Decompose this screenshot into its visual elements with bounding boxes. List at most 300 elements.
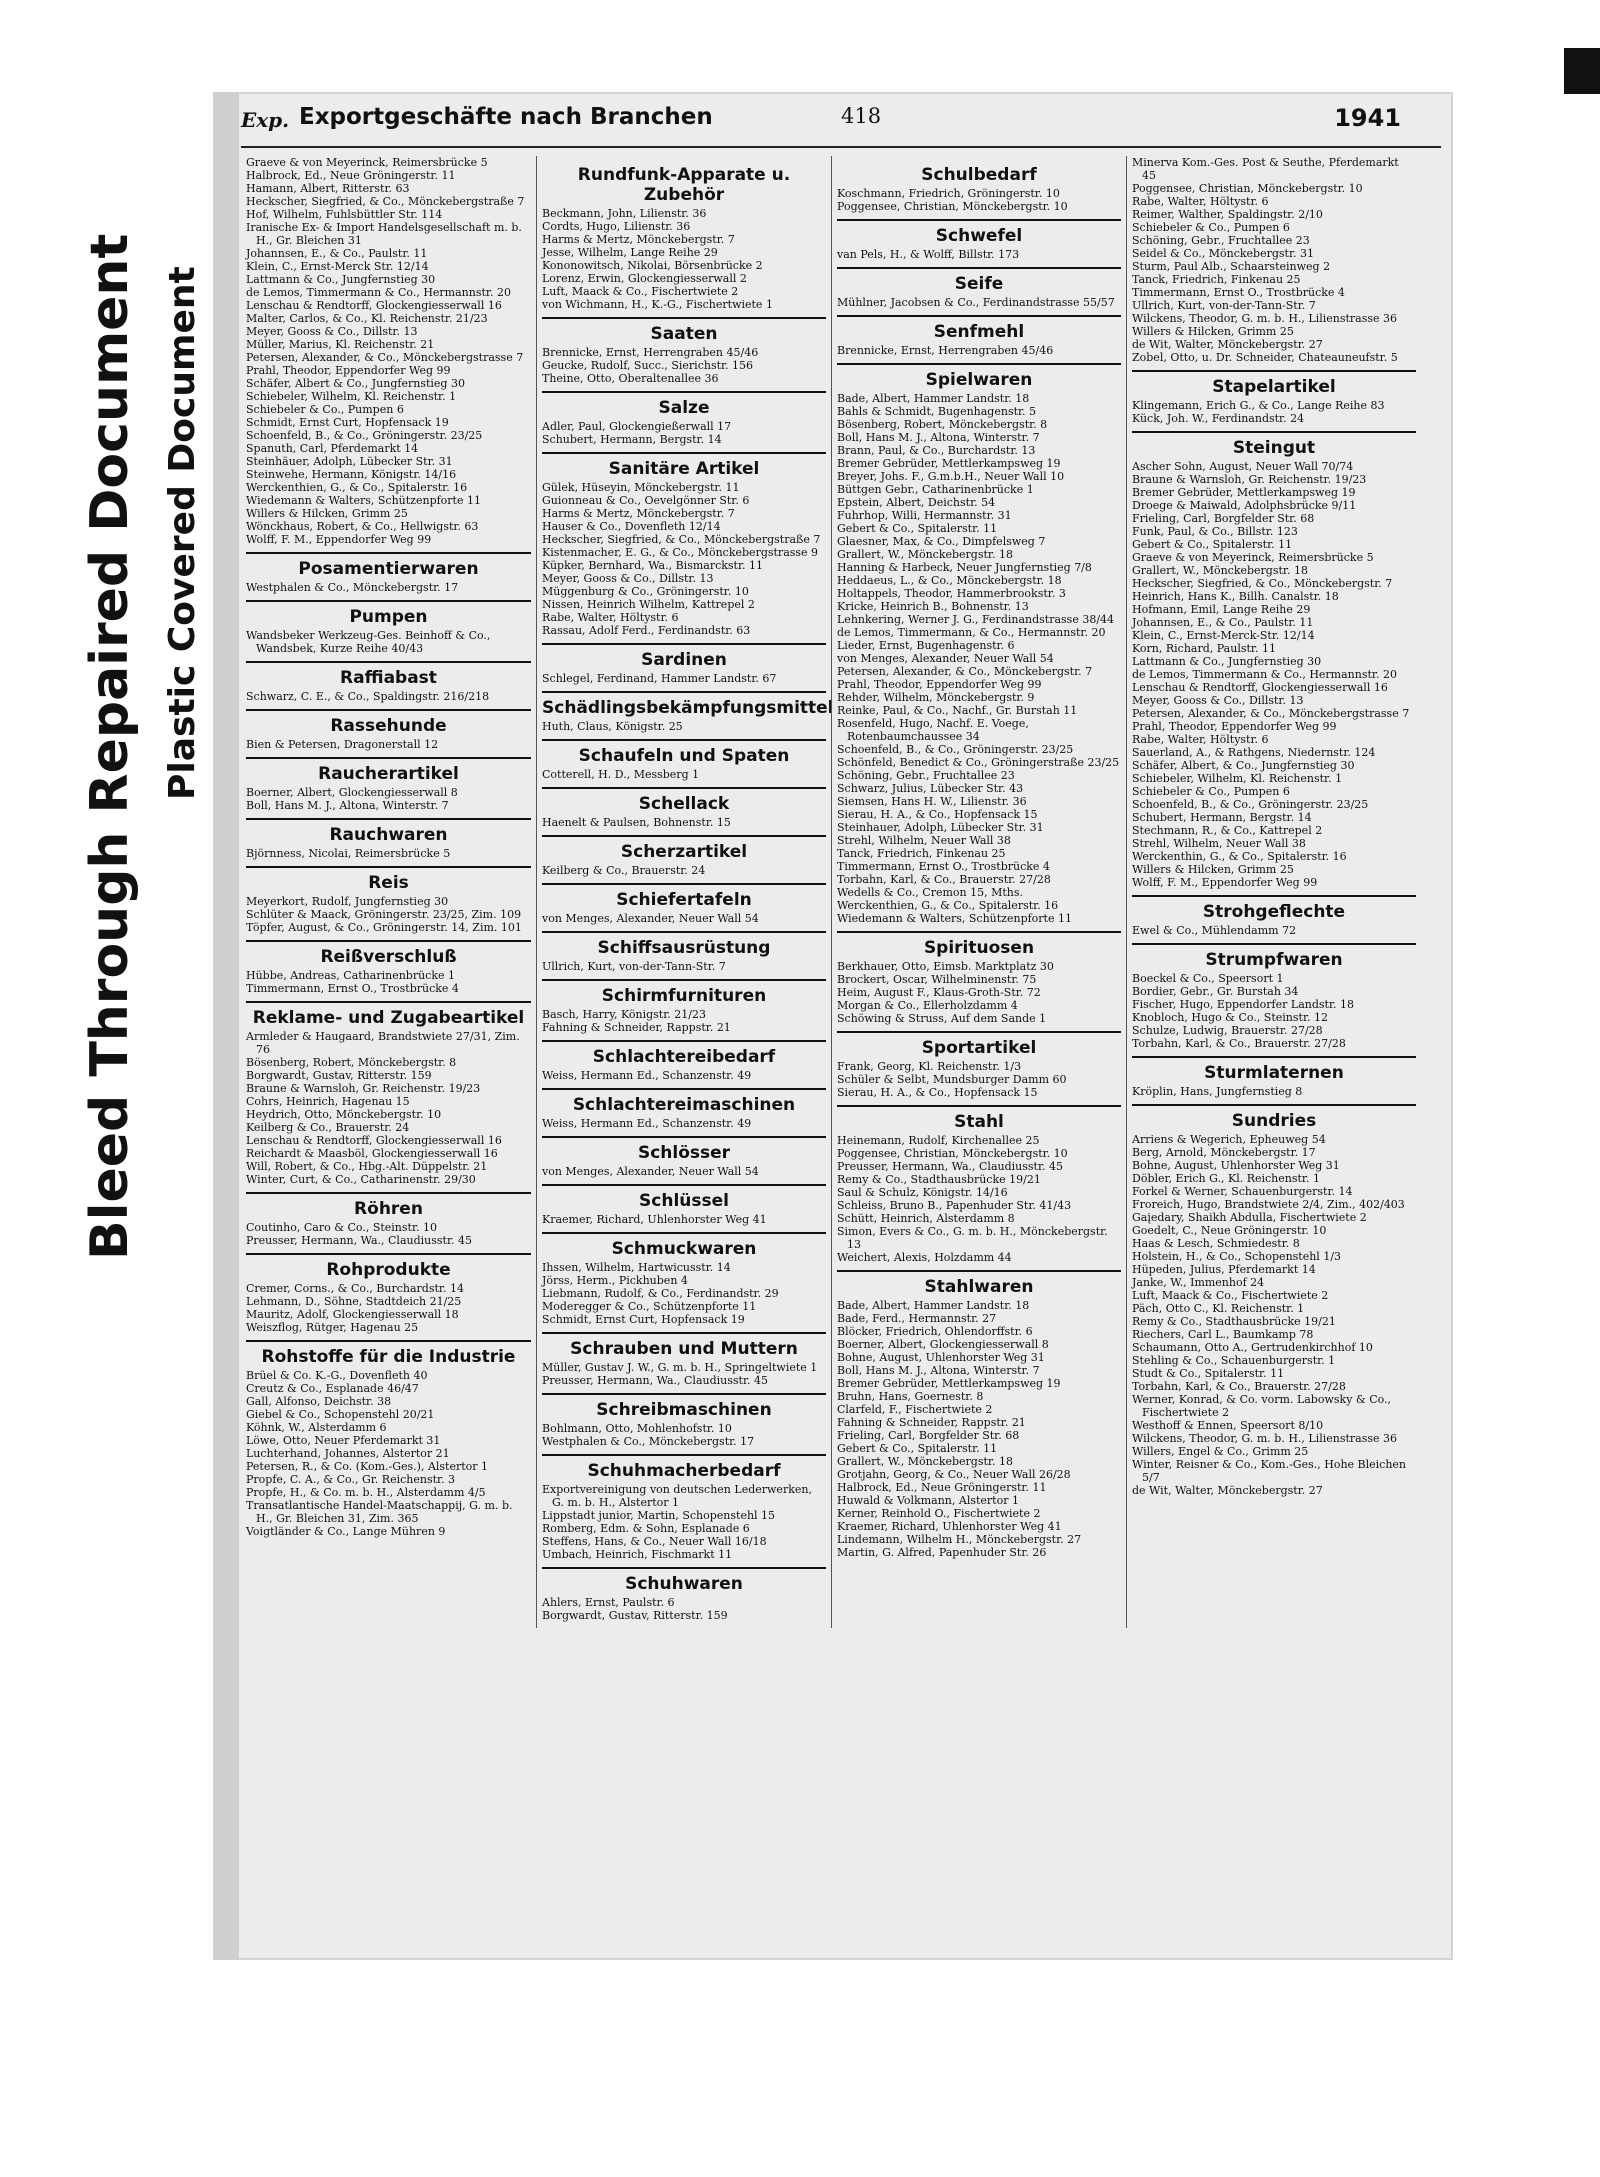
company-entry: de Lemos, Timmermann & Co., Hermannstr. 20 (246, 286, 511, 299)
company-entry: Büttgen Gebr., Catharinenbrücke 1 (837, 483, 1034, 496)
company-entry: Hübbe, Andreas, Catharinenbrücke 1 (246, 969, 456, 982)
company-entry: Poggensee, Christian, Mönckebergstr. 10 (837, 200, 1068, 213)
company-entry: Wiedemann & Walters, Schützenpforte 11 (246, 494, 481, 507)
company-entry: Wilckens, Theodor, G. m. b. H., Lilienstrasse 36 (1132, 1432, 1398, 1445)
company-entry: Wolff, F. M., Eppendorfer Weg 99 (246, 533, 432, 546)
company-entry: Stehling & Co., Schauenburgerstr. 1 (1132, 1354, 1336, 1367)
company-entry: Luchterhand, Johannes, Alstertor 21 (246, 1447, 450, 1460)
company-entry: Tanck, Friedrich, Finkenau 25 (1132, 273, 1301, 286)
company-entry: Ascher Sohn, August, Neuer Wall 70/74 (1132, 460, 1354, 473)
category-section (837, 363, 1121, 925)
company-entry: Hamann, Albert, Ritterstr. 63 (246, 182, 410, 195)
company-entry: Giebel & Co., Schopenstehl 20/21 (246, 1408, 435, 1421)
category-section (542, 835, 826, 877)
category-heading: Scherzartikel (542, 835, 826, 862)
category-heading: Röhren (246, 1192, 531, 1219)
page-number: 418 (841, 104, 882, 128)
company-entry: Weiss, Hermann Ed., Schanzenstr. 49 (542, 1069, 752, 1082)
category-section (246, 1192, 531, 1247)
company-entry: Nissen, Heinrich Wilhelm, Kattrepel 2 (542, 598, 755, 611)
company-entry: Gebert & Co., Spitalerstr. 11 (1132, 538, 1293, 551)
company-entry: Rabe, Walter, Höltystr. 6 (542, 611, 679, 624)
company-entry: Holtappels, Theodor, Hammerbrookstr. 3 (837, 587, 1066, 600)
company-entry: van Pels, H., & Wolff, Billstr. 173 (837, 248, 1020, 261)
company-entry: Prahl, Theodor, Eppendorfer Weg 99 (246, 364, 451, 377)
company-entry: Bohne, August, Uhlenhorster Weg 31 (837, 1351, 1045, 1364)
company-entry: Keilberg & Co., Brauerstr. 24 (246, 1121, 410, 1134)
category-heading: Sportartikel (837, 1031, 1121, 1058)
company-entry: Kröplin, Hans, Jungfernstieg 8 (1132, 1085, 1303, 1098)
company-entry: Brockert, Oscar, Wilhelminenstr. 75 (837, 973, 1037, 986)
company-entry: Timmermann, Ernst O., Trostbrücke 4 (246, 982, 459, 995)
company-entry: Voigtländer & Co., Lange Mühren 9 (246, 1525, 446, 1538)
company-entry: Graeve & von Meyerinck, Reimersbrücke 5 (246, 156, 488, 169)
company-entry: Petersen, R., & Co. (Kom.-Ges.), Alstertor 1 (246, 1460, 489, 1473)
company-entry: Sierau, H. A., & Co., Hopfensack 15 (837, 1086, 1038, 1099)
company-entry: Timmermann, Ernst O., Trostbrücke 4 (1132, 286, 1345, 299)
company-entry: Zobel, Otto, u. Dr. Schneider, Chateauneufstr. 5 (1132, 351, 1398, 364)
company-entry: Petersen, Alexander, & Co., Mönckebergstrasse 7 (246, 351, 524, 364)
company-entry: Kricke, Heinrich B., Bohnenstr. 13 (837, 600, 1029, 613)
company-entry: Weichert, Alexis, Holzdamm 44 (837, 1251, 1012, 1264)
company-entry: Iranische Ex- & Import Handelsgesellschaft m. b. H., Gr. Bleichen 31 (246, 221, 522, 247)
company-entry: Janke, W., Immenhof 24 (1132, 1276, 1265, 1289)
company-entry: Haenelt & Paulsen, Bohnenstr. 15 (542, 816, 731, 829)
company-entry: Bade, Albert, Hammer Landstr. 18 (837, 392, 1030, 405)
company-entry: Müller, Marius, Kl. Reichenstr. 21 (246, 338, 435, 351)
company-entry: Borgwardt, Gustav, Ritterstr. 159 (246, 1069, 432, 1082)
category-section (246, 552, 531, 594)
company-entry: Haas & Lesch, Schmiedestr. 8 (1132, 1237, 1300, 1250)
company-entry: Werckenthien, G., & Co., Spitalerstr. 16 (246, 481, 468, 494)
company-entry: Hof, Wilhelm, Fuhlsbüttler Str. 114 (246, 208, 443, 221)
company-entry: Grotjahn, Georg, & Co., Neuer Wall 26/28 (837, 1468, 1071, 1481)
category-heading: Schreibmaschinen (542, 1393, 826, 1420)
company-entry: Torbahn, Karl, & Co., Brauerstr. 27/28 (837, 873, 1051, 886)
category-section (542, 1088, 826, 1130)
category-heading: Schlachtereimaschinen (542, 1088, 826, 1115)
column-2 (536, 156, 834, 1628)
category-heading: Spirituosen (837, 931, 1121, 958)
company-entry: Müller, Gustav J. W., G. m. b. H., Springeltwiete 1 (542, 1361, 818, 1374)
company-entry: Huth, Claus, Königstr. 25 (542, 720, 683, 733)
company-entry: Cohrs, Heinrich, Hagenau 15 (246, 1095, 410, 1108)
company-entry: Lattmann & Co., Jungfernstieg 30 (246, 273, 436, 286)
category-section (542, 1332, 826, 1387)
company-entry: Minerva Kom.-Ges. Post & Seuthe, Pferdemarkt 45 (1132, 156, 1399, 182)
company-entry: Harms & Mertz, Mönckebergstr. 7 (542, 507, 735, 520)
label-line-1 (80, 233, 140, 1260)
category-section (542, 1136, 826, 1178)
company-entry: Poggensee, Christian, Mönckebergstr. 10 (837, 1147, 1068, 1160)
company-entry: Lieder, Ernst, Bugenhagenstr. 6 (837, 639, 1015, 652)
company-entry: Löwe, Otto, Neuer Pferdemarkt 31 (246, 1434, 441, 1447)
company-entry: Siemsen, Hans H. W., Lilienstr. 36 (837, 795, 1027, 808)
company-entry: Sauerland, A., & Rathgens, Niedernstr. 124 (1132, 746, 1376, 759)
company-entry: Frank, Georg, Kl. Reichenstr. 1/3 (837, 1060, 1022, 1073)
company-entry: Keilberg & Co., Brauerstr. 24 (542, 864, 706, 877)
company-entry: Goedelt, C., Neue Gröningerstr. 10 (1132, 1224, 1327, 1237)
company-entry: Schönfeld, Benedict & Co., Gröningerstraße 23/25 (837, 756, 1120, 769)
company-entry: Rosenfeld, Hugo, Nachf. E. Voege, Rotenbaumchaussee 34 (837, 717, 1029, 743)
category-section (837, 267, 1121, 309)
column-3 (831, 156, 1126, 1628)
category-heading: Schrauben und Muttern (542, 1332, 826, 1359)
company-entry: Koschmann, Friedrich, Gröningerstr. 10 (837, 187, 1060, 200)
category-section (246, 1340, 531, 1538)
page-year: 1941 (1334, 104, 1401, 132)
company-entry: Riechers, Carl L., Baumkamp 78 (1132, 1328, 1314, 1341)
company-entry: Wönckhaus, Robert, & Co., Hellwigstr. 63 (246, 520, 479, 533)
company-entry: Winter, Reisner & Co., Kom.-Ges., Hohe Bleichen 5/7 (1132, 1458, 1407, 1484)
company-entry: Frieling, Carl, Borgfelder Str. 68 (837, 1429, 1020, 1442)
company-entry: Kistenmacher, E. G., & Co., Mönckebergstrasse 9 (542, 546, 819, 559)
header-exp: Exp. (241, 108, 290, 132)
company-entry: Fahning & Schneider, Rappstr. 21 (542, 1021, 731, 1034)
label-repaired-document: Repaired Document (80, 233, 140, 814)
category-heading: Sanitäre Artikel (542, 452, 826, 479)
company-entry: Luft, Maack & Co., Fischertwiete 2 (542, 285, 739, 298)
company-entry: Funk, Paul, & Co., Billstr. 123 (1132, 525, 1298, 538)
company-entry: Sturm, Paul Alb., Schaarsteinweg 2 (1132, 260, 1331, 273)
company-entry: Luft, Maack & Co., Fischertwiete 2 (1132, 1289, 1329, 1302)
company-entry: Sierau, H. A., & Co., Hopfensack 15 (837, 808, 1038, 821)
company-entry: Petersen, Alexander, & Co., Mönckebergstrasse 7 (1132, 707, 1410, 720)
company-entry: Schöning, Gebr., Fruchtallee 23 (1132, 234, 1310, 247)
category-section (542, 739, 826, 781)
company-entry: Romberg, Edm. & Sohn, Esplanade 6 (542, 1522, 750, 1535)
category-heading: Schwefel (837, 219, 1121, 246)
company-entry: Boll, Hans M. J., Altona, Winterstr. 7 (246, 799, 449, 812)
category-section (542, 452, 826, 637)
category-heading: Sardinen (542, 643, 826, 670)
category-heading: Schellack (542, 787, 826, 814)
company-entry: Kraemer, Richard, Uhlenhorster Weg 41 (837, 1520, 1062, 1533)
company-entry: Propfe, C. A., & Co., Gr. Reichenstr. 3 (246, 1473, 456, 1486)
company-entry: Kraemer, Richard, Uhlenhorster Weg 41 (542, 1213, 767, 1226)
company-entry: Heinemann, Rudolf, Kirchenallee 25 (837, 1134, 1040, 1147)
company-entry: Glaesner, Max, & Co., Dimpfelsweg 7 (837, 535, 1046, 548)
category-section (1132, 943, 1416, 1050)
company-entry: Willers & Hilcken, Grimm 25 (246, 507, 408, 520)
company-entry: Forkel & Werner, Schauenburgerstr. 14 (1132, 1185, 1353, 1198)
company-entry: Westphalen & Co., Mönckebergstr. 17 (542, 1435, 755, 1448)
category-heading: Salze (542, 391, 826, 418)
company-entry: Schlüter & Maack, Gröningerstr. 23/25, Zim. 109 (246, 908, 522, 921)
company-entry: Schäfer, Albert & Co., Jungfernstieg 30 (246, 377, 465, 390)
company-entry: Morgan & Co., Ellerholzdamm 4 (837, 999, 1018, 1012)
company-entry: Cotterell, H. D., Messberg 1 (542, 768, 700, 781)
company-entry: Heckscher, Siegfried, & Co., Mönckebergstraße 7 (246, 195, 525, 208)
company-entry: Gaįedary, Shaikh Abdulla, Fischertwiete 2 (1132, 1211, 1367, 1224)
company-entry: Kerner, Reinhold O., Fischertwiete 2 (837, 1507, 1041, 1520)
company-entry: Boerner, Albert, Glockengiesserwall 8 (246, 786, 458, 799)
columns (241, 156, 1421, 1628)
company-entry: Wolff, F. M., Eppendorfer Weg 99 (1132, 876, 1318, 889)
category-heading: Sundries (1132, 1104, 1416, 1131)
company-entry: Schwarz, C. E., & Co., Spaldingstr. 216/218 (246, 690, 490, 703)
category-heading: Schiefertafeln (542, 883, 826, 910)
category-heading: Schuhmacherbedarf (542, 1454, 826, 1481)
category-section (246, 757, 531, 812)
category-section (542, 160, 826, 311)
company-entry: Grallert, W., Mönckebergstr. 18 (837, 548, 1013, 561)
category-section (542, 691, 834, 733)
company-entry: Gebert & Co., Spitalerstr. 11 (837, 522, 998, 535)
company-entry: Propfe, H., & Co. m. b. H., Alsterdamm 4/5 (246, 1486, 486, 1499)
category-heading: Reis (246, 866, 531, 893)
category-heading: Schlösser (542, 1136, 826, 1163)
company-entry: Winter, Curt, & Co., Catharinenstr. 29/30 (246, 1173, 476, 1186)
company-entry: Strehl, Wilhelm, Neuer Wall 38 (1132, 837, 1306, 850)
category-heading: Schlachtereibedarf (542, 1040, 826, 1067)
page-header (241, 100, 1441, 148)
company-entry: Schlegel, Ferdinand, Hammer Landstr. 67 (542, 672, 777, 685)
category-section (246, 156, 531, 546)
company-entry: Boll, Hans M. J., Altona, Winterstr. 7 (837, 431, 1040, 444)
company-entry: Wedells & Co., Cremon 15, Mths. (837, 886, 1023, 899)
company-entry: Boeckel & Co., Speersort 1 (1132, 972, 1284, 985)
company-entry: Prahl, Theodor, Eppendorfer Weg 99 (1132, 720, 1337, 733)
scanned-page (213, 92, 1453, 1960)
company-entry: Braune & Warnsloh, Gr. Reichenstr. 19/23 (1132, 473, 1367, 486)
company-entry: Meyer, Gooss & Co., Dillstr. 13 (1132, 694, 1304, 707)
company-entry: Exportvereinigung von deutschen Lederwerken, G. m. b. H., Alstertor 1 (542, 1483, 812, 1509)
company-entry: Preusser, Hermann, Wa., Claudiusstr. 45 (837, 1160, 1063, 1173)
company-entry: Huwald & Volkmann, Alstertor 1 (837, 1494, 1019, 1507)
company-entry: Coutinho, Caro & Co., Steinstr. 10 (246, 1221, 437, 1234)
company-entry: Björnness, Nicolai, Reimersbrücke 5 (246, 847, 451, 860)
company-entry: Steinwehe, Hermann, Königstr. 14/16 (246, 468, 457, 481)
category-section (837, 315, 1121, 357)
company-entry: Bordier, Gebr., Gr. Burstah 34 (1132, 985, 1299, 998)
company-entry: Liebmann, Rudolf, & Co., Ferdinandstr. 29 (542, 1287, 779, 1300)
company-entry: Berg, Arnold, Mönckebergstr. 17 (1132, 1146, 1316, 1159)
category-heading: Steingut (1132, 431, 1416, 458)
page-content (241, 100, 1441, 1940)
category-heading: Rundfunk-Apparate u. Zubehör (577, 165, 791, 205)
company-entry: Lippstadt junior, Martin, Schopenstehl 15 (542, 1509, 776, 1522)
company-entry: Remy & Co., Stadthausbrücke 19/21 (1132, 1315, 1336, 1328)
company-entry: Theine, Otto, Oberaltenallee 36 (542, 372, 719, 385)
company-entry: Bruhn, Hans, Goernestr. 8 (837, 1390, 984, 1403)
company-entry: Schmidt, Ernst Curt, Hopfensack 19 (542, 1313, 745, 1326)
company-entry: Gebert & Co., Spitalerstr. 11 (837, 1442, 998, 1455)
company-entry: Klein, C., Ernst-Merck Str. 12/14 (246, 260, 429, 273)
company-entry: Willers, Engel & Co., Grimm 25 (1132, 1445, 1309, 1458)
company-entry: Harms & Mertz, Mönckebergstr. 7 (542, 233, 735, 246)
category-section (1132, 370, 1416, 425)
company-entry: Knobloch, Hugo & Co., Steinstr. 12 (1132, 1011, 1328, 1024)
category-heading: Raffiabast (246, 661, 531, 688)
company-entry: Torbahn, Karl, & Co., Brauerstr. 27/28 (1132, 1037, 1346, 1050)
company-entry: Weiss, Hermann Ed., Schanzenstr. 49 (542, 1117, 752, 1130)
company-entry: Petersen, Alexander, & Co., Mönckebergstr. 7 (837, 665, 1093, 678)
company-entry: Mühlner, Jacobsen & Co., Ferdinandstrasse 55/57 (837, 296, 1115, 309)
company-entry: Lattmann & Co., Jungfernstieg 30 (1132, 655, 1322, 668)
company-entry: de Wit, Walter, Mönckebergstr. 27 (1132, 338, 1323, 351)
category-section (542, 883, 826, 925)
company-entry: Studt & Co., Spitalerstr. 11 (1132, 1367, 1285, 1380)
column-1 (241, 156, 536, 1628)
category-heading: Schulbedarf (921, 165, 1037, 185)
company-entry: Berkhauer, Otto, Eimsb. Marktplatz 30 (837, 960, 1054, 973)
company-entry: Blöcker, Friedrich, Ohlendorffstr. 6 (837, 1325, 1033, 1338)
company-entry: Ahlers, Ernst, Paulstr. 6 (542, 1596, 675, 1609)
company-entry: Saul & Schulz, Königstr. 14/16 (837, 1186, 1008, 1199)
company-entry: Frieling, Carl, Borgfelder Str. 68 (1132, 512, 1315, 525)
company-entry: Lorenz, Erwin, Glockengiesserwall 2 (542, 272, 747, 285)
company-entry: Droege & Maiwald, Adolphsbrücke 9/11 (1132, 499, 1357, 512)
company-entry: Seidel & Co., Mönckebergstr. 31 (1132, 247, 1315, 260)
company-entry: von Menges, Alexander, Neuer Wall 54 (542, 912, 759, 925)
company-entry: Werckenthien, G., & Co., Spitalerstr. 16 (837, 899, 1059, 912)
company-entry: Köhnk, W., Alsterdamm 6 (246, 1421, 387, 1434)
company-entry: Torbahn, Karl, & Co., Brauerstr. 27/28 (1132, 1380, 1346, 1393)
category-section (542, 1184, 826, 1226)
category-section (246, 866, 531, 934)
category-heading: Posamentierwaren (246, 552, 531, 579)
company-entry: Moderegger & Co., Schützenpforte 11 (542, 1300, 757, 1313)
company-entry: Simon, Evers & Co., G. m. b. H., Mönckebergstr. 13 (837, 1225, 1108, 1251)
company-entry: Preusser, Hermann, Wa., Claudiusstr. 45 (542, 1374, 768, 1387)
company-entry: Adler, Paul, Glockengießerwall 17 (542, 420, 732, 433)
company-entry: Bremer Gebrüder, Mettlerkampsweg 19 (837, 1377, 1061, 1390)
category-section (542, 1454, 826, 1561)
company-entry: Töpfer, August, & Co., Gröningerstr. 14, Zim. 101 (246, 921, 522, 934)
category-section (1132, 1056, 1416, 1098)
category-section (246, 940, 531, 995)
company-entry: Reinke, Paul, & Co., Nachf., Gr. Burstah 11 (837, 704, 1078, 717)
category-section (542, 1393, 826, 1448)
label-plastic-covered: Plastic Covered Document (162, 266, 203, 800)
company-entry: Westphalen & Co., Mönckebergstr. 17 (246, 581, 459, 594)
company-entry: Heddaeus, L., & Co., Mönckebergstr. 18 (837, 574, 1062, 587)
company-entry: Lenschau & Rendtorff, Glockengiesserwall 16 (246, 1134, 502, 1147)
company-entry: Grallert, W., Mönckebergstr. 18 (837, 1455, 1013, 1468)
company-entry: Schwarz, Julius, Lübecker Str. 43 (837, 782, 1024, 795)
company-entry: Hauser & Co., Dovenfleth 12/14 (542, 520, 721, 533)
company-entry: Ewel & Co., Mühlendamm 72 (1132, 924, 1297, 937)
company-entry: Umbach, Heinrich, Fischmarkt 11 (542, 1548, 733, 1561)
category-section (1132, 1104, 1416, 1497)
company-entry: Epstein, Albert, Deichstr. 54 (837, 496, 996, 509)
company-entry: Rabe, Walter, Höltystr. 6 (1132, 195, 1269, 208)
category-section (837, 1105, 1121, 1264)
company-entry: Basch, Harry, Königstr. 21/23 (542, 1008, 706, 1021)
category-heading: Rohprodukte (246, 1253, 531, 1280)
company-entry: von Wichmann, H., K.-G., Fischertwiete 1 (542, 298, 773, 311)
company-entry: Creutz & Co., Esplanade 46/47 (246, 1382, 419, 1395)
page-title: Exportgeschäfte nach Branchen (299, 104, 713, 130)
company-entry: Bade, Ferd., Hermannstr. 27 (837, 1312, 997, 1325)
company-entry: Transatlantische Handel-Maatschappij, G. m. b. H., Gr. Bleichen 31, Zim. 365 (246, 1499, 513, 1525)
category-heading: Stahl (837, 1105, 1121, 1132)
category-section (542, 787, 826, 829)
company-entry: Poggensee, Christian, Mönckebergstr. 10 (1132, 182, 1363, 195)
company-entry: Schiebeler & Co., Pumpen 6 (1132, 221, 1290, 234)
category-heading: Schädlingsbekämpfungsmittel (542, 691, 826, 718)
company-entry: Bahls & Schmidt, Bugenhagenstr. 5 (837, 405, 1037, 418)
category-heading: Strumpfwaren (1132, 943, 1416, 970)
company-entry: Werner, Konrad, & Co. vorm. Labowsky & Co., Fischertwiete 2 (1132, 1393, 1392, 1419)
company-entry: Arriens & Wegerich, Epheuweg 54 (1132, 1133, 1326, 1146)
company-entry: Brüel & Co. K.-G., Dovenfleth 40 (246, 1369, 428, 1382)
company-entry: Halbrock, Ed., Neue Gröningerstr. 11 (837, 1481, 1047, 1494)
company-entry: Schiebeler & Co., Pumpen 6 (246, 403, 404, 416)
company-entry: Müggenburg & Co., Gröningerstr. 10 (542, 585, 749, 598)
category-heading: Rassehunde (246, 709, 531, 736)
company-entry: Ullrich, Kurt, von-der-Tann-Str. 7 (542, 960, 726, 973)
company-entry: Werckenthin, G., & Co., Spitalerstr. 16 (1132, 850, 1347, 863)
company-entry: Meyerkort, Rudolf, Jungfernstieg 30 (246, 895, 449, 908)
company-entry: Bien & Petersen, Dragonerstall 12 (246, 738, 439, 751)
company-entry: Fuhrhop, Willi, Hermannstr. 31 (837, 509, 1012, 522)
category-section (246, 818, 531, 860)
company-entry: Bade, Albert, Hammer Landstr. 18 (837, 1299, 1030, 1312)
company-entry: Heckscher, Siegfried, & Co., Mönckebergstraße 7 (542, 533, 821, 546)
company-entry: Rabe, Walter, Höltystr. 6 (1132, 733, 1269, 746)
company-entry: Lindemann, Wilhelm H., Mönckebergstr. 27 (837, 1533, 1082, 1546)
category-heading: Rauchwaren (246, 818, 531, 845)
company-entry: Martin, G. Alfred, Papenhuder Str. 26 (837, 1546, 1047, 1559)
company-entry: Hanning & Harbeck, Neuer Jungfernstieg 7/8 (837, 561, 1092, 574)
company-entry: Tanck, Friedrich, Finkenau 25 (837, 847, 1006, 860)
company-entry: Bösenberg, Robert, Mönckebergstr. 8 (837, 418, 1048, 431)
company-entry: Malter, Carlos, & Co., Kl. Reichenstr. 21/23 (246, 312, 488, 325)
company-entry: Schleiss, Bruno B., Papenhuder Str. 41/43 (837, 1199, 1072, 1212)
company-entry: Strehl, Wilhelm, Neuer Wall 38 (837, 834, 1011, 847)
company-entry: Schubert, Hermann, Bergstr. 14 (1132, 811, 1312, 824)
company-entry: Johannsen, E., & Co., Paulstr. 11 (1132, 616, 1314, 629)
company-entry: Boerner, Albert, Glockengiesserwall 8 (837, 1338, 1049, 1351)
category-heading: Reißverschluß (246, 940, 531, 967)
company-entry: Lenschau & Rendtorff, Glockengiesserwall 16 (246, 299, 502, 312)
category-heading: Sturmlaternen (1132, 1056, 1416, 1083)
category-heading: Senfmehl (837, 315, 1121, 342)
company-entry: Fischer, Hugo, Eppendorfer Landstr. 18 (1132, 998, 1354, 1011)
company-entry: Meyer, Gooss & Co., Dillstr. 13 (542, 572, 714, 585)
company-entry: Bremer Gebrüder, Mettlerkampsweg 19 (1132, 486, 1356, 499)
category-section (542, 317, 826, 385)
company-entry: Will, Robert, & Co., Hbg.-Alt. Düppelstr. 21 (246, 1160, 488, 1173)
category-section (1132, 895, 1416, 937)
company-entry: Kück, Joh. W., Ferdinandstr. 24 (1132, 412, 1305, 425)
company-entry: Reimer, Walther, Spaldingstr. 2/10 (1132, 208, 1323, 221)
company-entry: Jesse, Wilhelm, Lange Reihe 29 (542, 246, 718, 259)
company-entry: von Menges, Alexander, Neuer Wall 54 (542, 1165, 759, 1178)
category-section (542, 1232, 826, 1326)
company-entry: Preusser, Hermann, Wa., Claudiusstr. 45 (246, 1234, 472, 1247)
company-entry: Rehder, Wilhelm, Mönckebergstr. 9 (837, 691, 1035, 704)
company-entry: Froreich, Hugo, Brandstwiete 2/4, Zim., 402/403 (1132, 1198, 1405, 1211)
category-section (542, 979, 826, 1034)
category-section (542, 1567, 826, 1622)
company-entry: Mauritz, Adolf, Glockengiesserwall 18 (246, 1308, 459, 1321)
category-section (246, 600, 531, 655)
company-entry: Schäfer, Albert, & Co., Jungfernstieg 30 (1132, 759, 1355, 772)
company-entry: Klingemann, Erich G., & Co., Lange Reihe 83 (1132, 399, 1385, 412)
company-entry: Schaumann, Otto A., Gertrudenkirchhof 10 (1132, 1341, 1373, 1354)
company-entry: Prahl, Theodor, Eppendorfer Weg 99 (837, 678, 1042, 691)
company-entry: Rassau, Adolf Ferd., Ferdinandstr. 63 (542, 624, 751, 637)
category-section (542, 391, 826, 446)
scan-edge-bar (1564, 48, 1600, 94)
company-entry: Bohne, August, Uhlenhorster Weg 31 (1132, 1159, 1340, 1172)
company-entry: Schubert, Hermann, Bergstr. 14 (542, 433, 722, 446)
company-entry: Heim, August F., Klaus-Groth-Str. 72 (837, 986, 1041, 999)
category-section (837, 1270, 1121, 1559)
